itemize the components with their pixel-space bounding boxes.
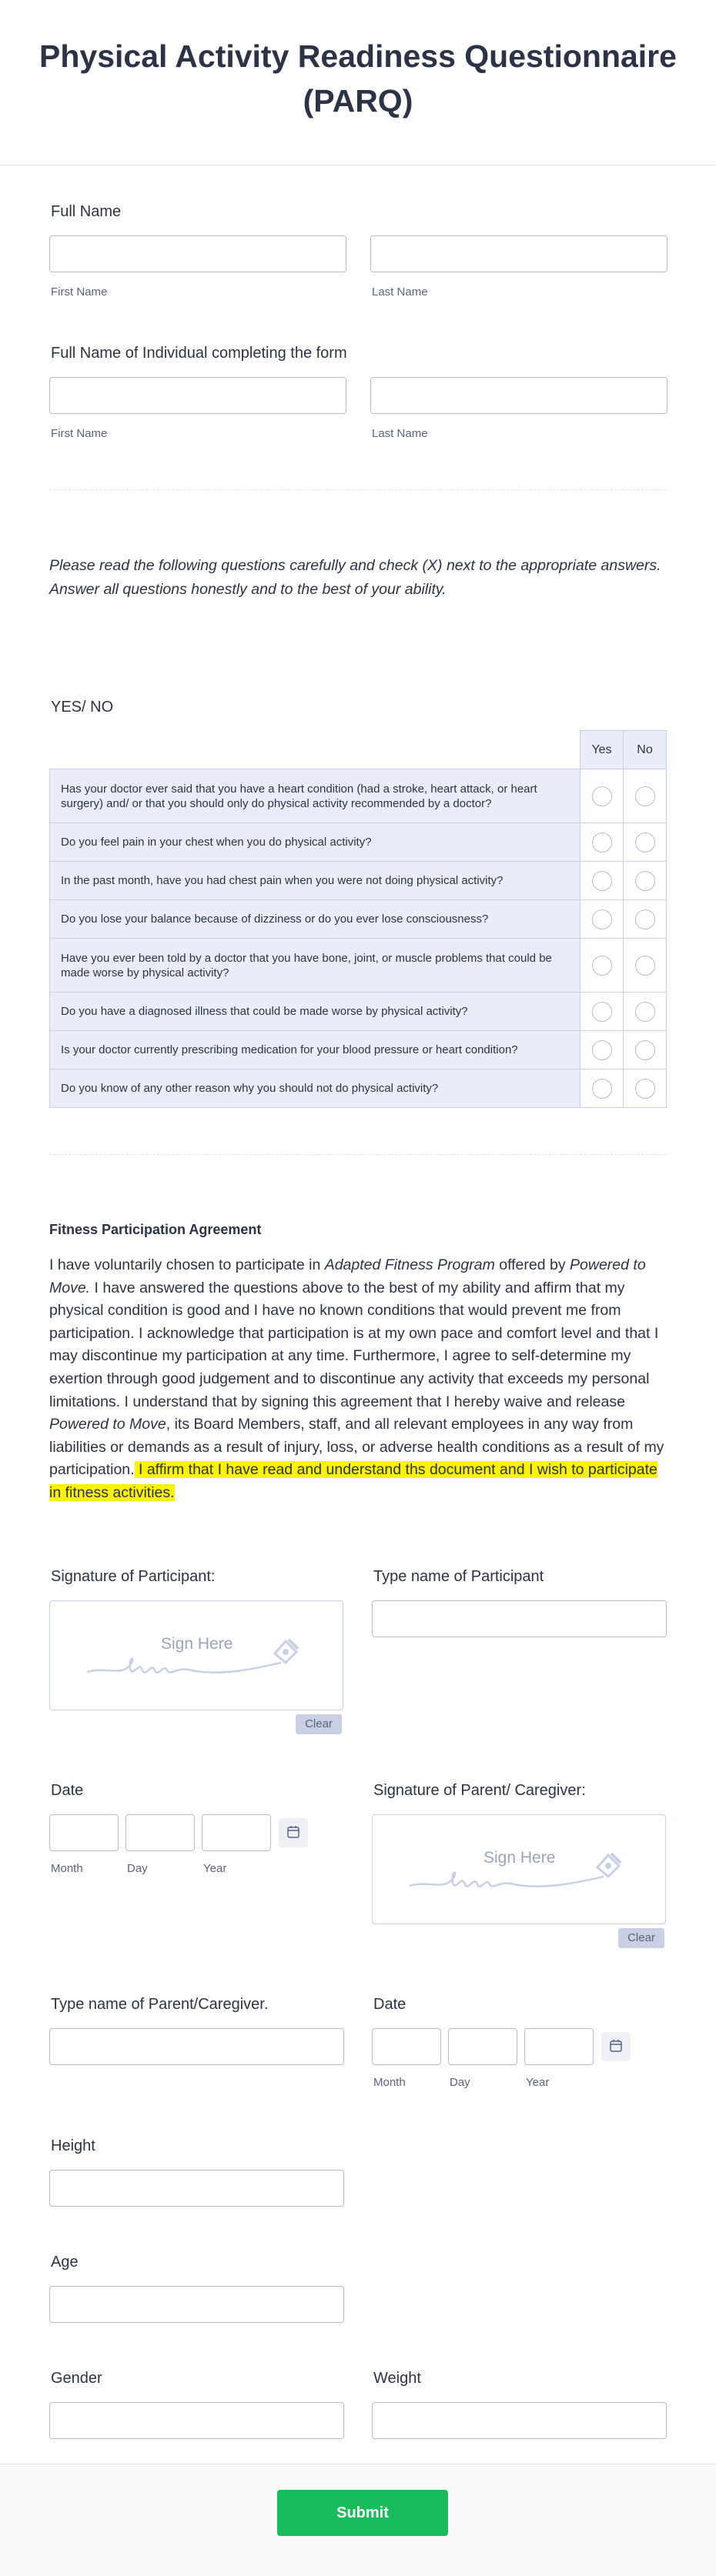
day-sublabel: Day (450, 2076, 470, 2089)
agreement-highlight: I affirm that I have read and understand ths document and I wish to participate in fitness activities. (49, 1461, 657, 1501)
gender-label: Gender (51, 2370, 102, 2387)
matrix-row (50, 1069, 667, 1108)
month-sublabel: Month (373, 2076, 406, 2089)
question-text: Is your doctor currently prescribing medication for your blood pressure or heart condition? (50, 1031, 580, 1069)
no-radio[interactable] (635, 909, 655, 929)
yes-radio[interactable] (592, 786, 612, 806)
date-day-input[interactable] (448, 2028, 517, 2065)
height-label: Height (51, 2137, 95, 2154)
participant-name-input[interactable] (372, 1600, 667, 1637)
age-label: Age (51, 2254, 79, 2271)
no-radio[interactable] (635, 1040, 655, 1060)
first-name-input[interactable] (49, 235, 346, 272)
yes-radio[interactable] (592, 871, 612, 891)
full-name-label: Full Name (51, 203, 122, 220)
matrix-row (50, 769, 667, 823)
date-label: Date (373, 1996, 407, 2013)
question-text: In the past month, have you had chest pain when you were not doing physical activity? (50, 862, 580, 900)
yes-radio[interactable] (592, 1079, 612, 1099)
yes-no-matrix (49, 730, 667, 1108)
form-title: Physical Activity Readiness Questionnaire (PARQ) (39, 38, 677, 118)
clear-signature-parent-button[interactable]: Clear (618, 1928, 664, 1948)
question-text: Do you know of any other reason why you should not do physical activity? (50, 1069, 580, 1108)
pen-nib-icon (269, 1633, 303, 1667)
date-day-input[interactable] (125, 1814, 195, 1851)
date-month-input[interactable] (372, 2028, 441, 2065)
year-sublabel: Year (526, 2076, 550, 2089)
agreement-text (49, 1254, 669, 1505)
matrix-row (50, 939, 667, 993)
weight-label: Weight (373, 2370, 421, 2387)
agreement-heading: Fitness Participation Agreement (49, 1222, 262, 1237)
type-name-parent-label: Type name of Parent/Caregiver. (51, 1996, 269, 2013)
question-text: Has your doctor ever said that you have a heart condition (had a stroke, heart attack, or heart surgery) and/ or that you should only do physical activity recommended by a doctor? (50, 769, 580, 823)
no-radio[interactable] (635, 786, 655, 806)
parent-name-input[interactable] (49, 2028, 344, 2065)
sign-here-placeholder: Sign Here (483, 1849, 556, 1867)
day-sublabel: Day (127, 1862, 148, 1875)
signature-parent-label: Signature of Parent/ Caregiver: (373, 1782, 586, 1799)
yes-radio[interactable] (592, 833, 612, 853)
matrix-row (50, 1031, 667, 1069)
section-divider (49, 489, 667, 490)
calendar-icon[interactable] (601, 2032, 631, 2061)
height-input[interactable] (49, 2170, 344, 2207)
clear-signature-participant-button[interactable]: Clear (296, 1714, 342, 1734)
agreement-part: I have voluntarily chosen to participate in (49, 1256, 325, 1273)
section-divider (49, 1154, 667, 1155)
question-text: Have you ever been told by a doctor that you have bone, joint, or muscle problems that could be made worse by physical activity? (50, 939, 580, 993)
agreement-part: I have answered the questions above to the best of my ability and affirm that my physical condition is good and I have no known conditions that would prevent me from participation. I acknowledge that participation is at my own pace and comfort level and that I may discontinue my participation at any time. Furthermore, I agree to self-determine my exertion through good judgement and to discontinue any activity that exceeds my personal limitations. I understand that by signing this agreement that I hereby waive and release (49, 1279, 659, 1410)
agreement-part: offered by (494, 1256, 570, 1273)
completer-last-name-input[interactable] (370, 377, 667, 414)
calendar-icon[interactable] (279, 1818, 308, 1847)
completer-last-name-sublabel: Last Name (372, 427, 428, 440)
first-name-sublabel: First Name (51, 285, 108, 299)
yes-radio[interactable] (592, 909, 612, 929)
col-yes-header: Yes (580, 731, 624, 769)
yes-radio[interactable] (592, 1002, 612, 1022)
weight-input[interactable] (372, 2402, 667, 2439)
date-year-input[interactable] (202, 1814, 271, 1851)
yes-radio[interactable] (592, 956, 612, 976)
no-radio[interactable] (635, 871, 655, 891)
completer-first-name-sublabel: First Name (51, 427, 108, 440)
matrix-row (50, 900, 667, 939)
question-text: Do you feel pain in your chest when you do physical activity? (50, 823, 580, 862)
question-text: Do you lose your balance because of dizziness or do you ever lose consciousness? (50, 900, 580, 939)
date-label: Date (51, 1782, 84, 1799)
question-text: Do you have a diagnosed illness that could be made worse by physical activity? (50, 993, 580, 1031)
org-name: Powered to Move (49, 1416, 166, 1433)
year-sublabel: Year (203, 1862, 227, 1875)
pen-nib-icon (591, 1847, 625, 1881)
matrix-row (50, 862, 667, 900)
matrix-row (50, 993, 667, 1031)
month-sublabel: Month (51, 1862, 83, 1875)
signature-pad-parent[interactable] (372, 1814, 666, 1924)
gender-input[interactable] (49, 2402, 344, 2439)
col-no-header: No (624, 731, 667, 769)
program-name: Adapted Fitness Program (324, 1256, 495, 1273)
signature-pad-participant[interactable] (49, 1600, 343, 1710)
type-name-participant-label: Type name of Participant (373, 1568, 544, 1585)
age-input[interactable] (49, 2286, 344, 2323)
sign-here-placeholder: Sign Here (161, 1635, 233, 1653)
org-name: Powered to Move. (49, 1256, 646, 1296)
no-radio[interactable] (635, 833, 655, 853)
agreement-part: , its Board Members, staff, and all relevant employees in any way from liabilities or demands as a result of injury, loss, or adverse health conditions as a result of my participation. (49, 1416, 664, 1479)
date-month-input[interactable] (49, 1814, 119, 1851)
last-name-sublabel: Last Name (372, 285, 428, 299)
yes-radio[interactable] (592, 1040, 612, 1060)
yes-no-label: YES/ NO (51, 699, 114, 716)
last-name-input[interactable] (370, 235, 667, 272)
instructions-text: Please read the following questions carefully and check (X) next to the appropriate answers. Answer all questions honestly and to the best of your ability. (49, 557, 661, 598)
submit-button[interactable]: Submit (277, 2490, 448, 2536)
no-radio[interactable] (635, 956, 655, 976)
completer-first-name-input[interactable] (49, 377, 346, 414)
no-radio[interactable] (635, 1079, 655, 1099)
completer-name-label: Full Name of Individual completing the form (51, 345, 347, 362)
matrix-row (50, 823, 667, 862)
no-radio[interactable] (635, 1002, 655, 1022)
date-year-input[interactable] (524, 2028, 594, 2065)
signature-participant-label: Signature of Participant: (51, 1568, 216, 1585)
